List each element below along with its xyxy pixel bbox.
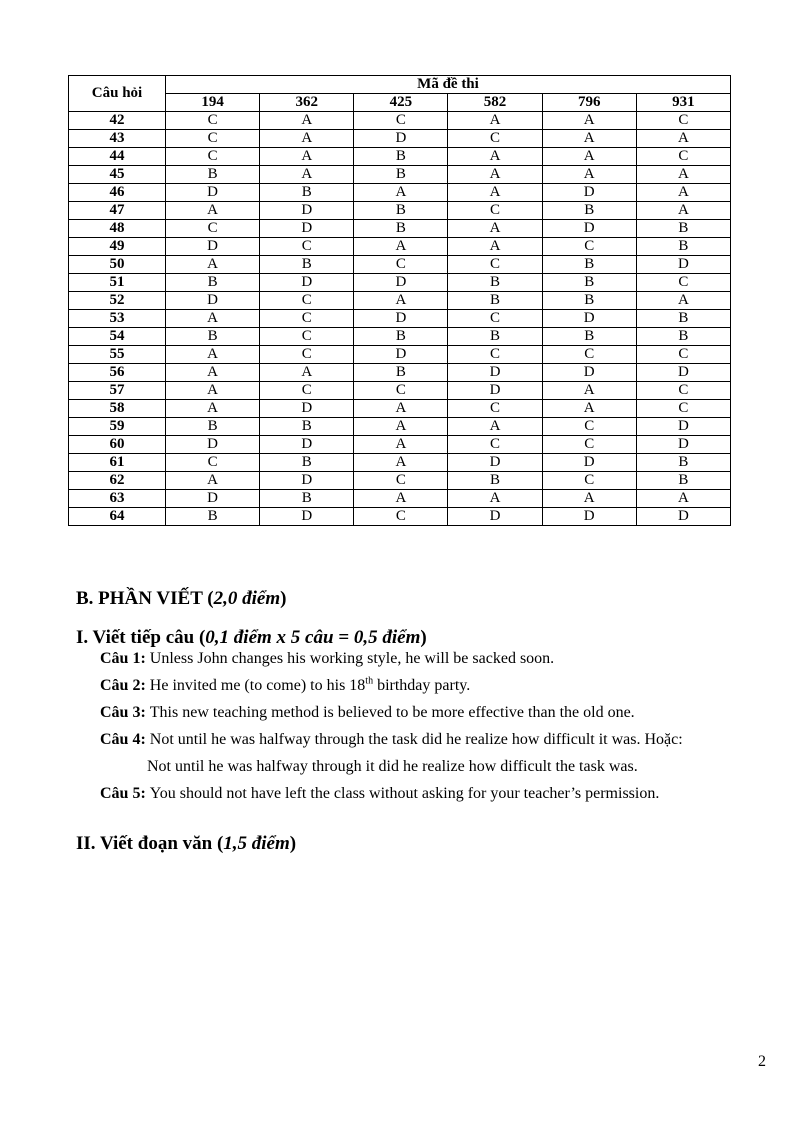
question-number-cell: 47 (69, 202, 166, 220)
sentence-text: birthday party. (373, 677, 471, 694)
section-i-suffix: ) (420, 627, 427, 648)
answer-cell: D (448, 382, 542, 400)
answer-cell: A (166, 256, 260, 274)
answer-cell: C (448, 310, 542, 328)
sentence-label: Câu 5: (100, 785, 150, 802)
answer-cell: A (636, 292, 730, 310)
answer-key-table (68, 75, 731, 526)
sentence-label: Câu 3: (100, 704, 150, 721)
answer-cell: C (260, 328, 354, 346)
answer-cell: B (636, 328, 730, 346)
answer-cell: B (636, 454, 730, 472)
question-number-cell: 57 (69, 382, 166, 400)
answer-cell: C (636, 382, 730, 400)
answer-cell: D (636, 364, 730, 382)
answer-cell: A (354, 436, 448, 454)
section-i-score: 0,1 điểm x 5 câu = 0,5 điểm (205, 627, 421, 648)
answer-cell: B (260, 256, 354, 274)
answer-cell: A (448, 166, 542, 184)
question-number-cell: 61 (69, 454, 166, 472)
answer-cell: C (636, 400, 730, 418)
question-number-cell: 55 (69, 346, 166, 364)
table-row (69, 292, 731, 310)
exam-code-header-cell: 796 (542, 94, 636, 112)
answer-cell: C (166, 454, 260, 472)
answer-cell: B (260, 184, 354, 202)
ordinal-superscript: th (365, 675, 374, 687)
answer-cell: A (448, 148, 542, 166)
question-number-cell: 64 (69, 508, 166, 526)
sentence-text: Unless John changes his working style, he will be sacked soon. (149, 650, 555, 667)
table-row (69, 418, 731, 436)
answer-cell: D (260, 436, 354, 454)
answer-cell: B (636, 472, 730, 490)
answer-cell: D (166, 436, 260, 454)
answer-key-grid (68, 75, 731, 526)
answer-cell: A (636, 130, 730, 148)
answer-cell: B (354, 148, 448, 166)
answer-cell: D (448, 364, 542, 382)
answer-cell: B (354, 166, 448, 184)
table-row (69, 220, 731, 238)
answer-cell: D (166, 292, 260, 310)
section-ii-title: II. Viết đoạn văn ( (76, 833, 224, 854)
answer-cell: B (354, 220, 448, 238)
answer-cell: A (260, 112, 354, 130)
answer-cell: A (448, 238, 542, 256)
table-row (69, 454, 731, 472)
answer-cell: C (448, 202, 542, 220)
answer-cell: B (166, 418, 260, 436)
answer-cell: A (542, 112, 636, 130)
question-number-cell: 52 (69, 292, 166, 310)
answer-cell: D (542, 220, 636, 238)
answer-cell: B (354, 328, 448, 346)
table-row (69, 130, 731, 148)
sentence-label: Câu 2: (100, 677, 150, 694)
sentence-label: Câu 1: (100, 650, 150, 667)
answer-cell: D (542, 508, 636, 526)
answer-cell: B (542, 202, 636, 220)
table-row (69, 328, 731, 346)
answer-cell: C (636, 346, 730, 364)
question-number-cell: 42 (69, 112, 166, 130)
section-b-score: 2,0 điểm (213, 588, 281, 609)
question-number-cell: 46 (69, 184, 166, 202)
answer-cell: B (542, 292, 636, 310)
section-ii-heading (76, 833, 296, 855)
question-number-cell: 53 (69, 310, 166, 328)
answer-cell: A (166, 382, 260, 400)
table-row (69, 202, 731, 220)
answer-cell: A (166, 202, 260, 220)
answer-cell: B (354, 202, 448, 220)
table-row (69, 400, 731, 418)
exercise-sentence (100, 784, 683, 811)
answer-cell: A (260, 364, 354, 382)
answer-cell: D (542, 364, 636, 382)
answer-cell: D (354, 274, 448, 292)
answer-cell: C (542, 436, 636, 454)
section-b-suffix: ) (280, 588, 287, 609)
answer-cell: C (354, 256, 448, 274)
answer-cell: B (260, 490, 354, 508)
exercise-sentence (100, 649, 683, 676)
answer-cell: C (542, 418, 636, 436)
answer-cell: C (448, 256, 542, 274)
answer-cell: B (636, 310, 730, 328)
answer-cell: A (354, 400, 448, 418)
answer-cell: A (260, 130, 354, 148)
question-number-cell: 54 (69, 328, 166, 346)
table-header-row-group (69, 76, 731, 94)
table-row (69, 274, 731, 292)
answer-cell: D (260, 400, 354, 418)
answer-cell: A (166, 472, 260, 490)
answer-cell: B (542, 256, 636, 274)
question-column-header: Câu hỏi (69, 76, 166, 112)
answer-cell: D (448, 508, 542, 526)
answer-cell: D (260, 202, 354, 220)
answer-cell: C (166, 112, 260, 130)
answer-cell: A (636, 184, 730, 202)
answer-cell: B (166, 328, 260, 346)
answer-cell: A (542, 382, 636, 400)
answer-cell: C (354, 508, 448, 526)
answer-cell: D (166, 184, 260, 202)
exam-code-group-header: Mã đề thi (166, 76, 731, 94)
table-row (69, 364, 731, 382)
sentence-list (100, 649, 683, 811)
answer-cell: B (636, 238, 730, 256)
page-number: 2 (758, 1053, 766, 1070)
table-row (69, 256, 731, 274)
answer-cell: D (166, 490, 260, 508)
answer-cell: B (166, 508, 260, 526)
answer-cell: A (166, 364, 260, 382)
answer-cell: C (354, 112, 448, 130)
table-row (69, 148, 731, 166)
table-row (69, 382, 731, 400)
exam-code-header-cell: 425 (354, 94, 448, 112)
answer-cell: B (636, 220, 730, 238)
answer-cell: A (448, 184, 542, 202)
answer-cell: A (542, 130, 636, 148)
answer-cell: B (354, 364, 448, 382)
answer-cell: B (542, 274, 636, 292)
answer-cell: A (166, 310, 260, 328)
answer-cell: D (636, 436, 730, 454)
exam-code-header-cell: 582 (448, 94, 542, 112)
answer-cell: C (636, 112, 730, 130)
section-b-heading (76, 588, 286, 610)
answer-cell: A (542, 148, 636, 166)
table-row (69, 310, 731, 328)
table-row (69, 166, 731, 184)
answer-cell: A (448, 418, 542, 436)
answer-cell: D (448, 454, 542, 472)
answer-cell: C (166, 148, 260, 166)
question-number-cell: 49 (69, 238, 166, 256)
answer-cell: D (636, 418, 730, 436)
answer-cell: D (260, 508, 354, 526)
answer-cell: C (542, 346, 636, 364)
answer-cell: B (166, 274, 260, 292)
answer-cell: C (542, 472, 636, 490)
answer-cell: C (166, 130, 260, 148)
table-row (69, 490, 731, 508)
answer-cell: C (354, 382, 448, 400)
answer-cell: C (448, 130, 542, 148)
sentence-text: He invited me (to come) to his 18 (149, 677, 366, 694)
answer-cell: D (542, 310, 636, 328)
answer-cell: D (354, 130, 448, 148)
table-row (69, 238, 731, 256)
exam-code-header-cell: 931 (636, 94, 730, 112)
section-i-heading (76, 627, 427, 649)
answer-cell: A (636, 166, 730, 184)
answer-cell: A (448, 490, 542, 508)
answer-cell: C (448, 436, 542, 454)
answer-cell: C (260, 292, 354, 310)
answer-cell: D (542, 184, 636, 202)
table-row (69, 508, 731, 526)
answer-cell: A (448, 112, 542, 130)
question-number-cell: 44 (69, 148, 166, 166)
answer-cell: A (354, 454, 448, 472)
question-number-cell: 48 (69, 220, 166, 238)
answer-table-body (69, 112, 731, 526)
sentence-text: You should not have left the class without asking for your teacher’s permission. (149, 785, 660, 802)
answer-cell: A (542, 166, 636, 184)
answer-cell: D (354, 310, 448, 328)
answer-cell: C (354, 472, 448, 490)
answer-cell: A (542, 400, 636, 418)
exercise-sentence (100, 730, 683, 757)
answer-cell: C (636, 274, 730, 292)
table-row (69, 346, 731, 364)
answer-cell: C (636, 148, 730, 166)
answer-cell: A (636, 490, 730, 508)
answer-cell: B (448, 292, 542, 310)
answer-cell: A (354, 292, 448, 310)
answer-cell: C (448, 346, 542, 364)
answer-cell: A (354, 238, 448, 256)
answer-cell: D (636, 256, 730, 274)
answer-cell: B (260, 454, 354, 472)
answer-cell: C (260, 346, 354, 364)
question-number-cell: 45 (69, 166, 166, 184)
answer-cell: A (260, 166, 354, 184)
question-number-cell: 62 (69, 472, 166, 490)
answer-cell: C (542, 238, 636, 256)
table-row (69, 436, 731, 454)
question-number-cell: 43 (69, 130, 166, 148)
answer-cell: A (260, 148, 354, 166)
question-number-cell: 56 (69, 364, 166, 382)
question-number-cell: 58 (69, 400, 166, 418)
sentence-label: Câu 4: (100, 731, 150, 748)
question-number-cell: 63 (69, 490, 166, 508)
answer-cell: D (260, 274, 354, 292)
answer-cell: D (636, 508, 730, 526)
table-row (69, 184, 731, 202)
exam-code-header-cell: 362 (260, 94, 354, 112)
exam-code-header-cell: 194 (166, 94, 260, 112)
answer-cell: C (166, 220, 260, 238)
question-number-cell: 50 (69, 256, 166, 274)
answer-cell: A (448, 220, 542, 238)
answer-cell: D (354, 346, 448, 364)
exam-code-row (69, 94, 731, 112)
sentence-text: This new teaching method is believed to be more effective than the old one. (149, 704, 635, 721)
answer-cell: B (260, 418, 354, 436)
answer-cell: A (542, 490, 636, 508)
exercise-sentence (100, 676, 683, 703)
sentence-text: Not until he was halfway through it did he realize how difficult the task was. (147, 758, 638, 775)
answer-cell: C (448, 400, 542, 418)
section-ii-score: 1,5 điểm (223, 833, 290, 854)
question-number-cell: 59 (69, 418, 166, 436)
table-row (69, 112, 731, 130)
sentence-text: Not until he was halfway through the task did he realize how difficult it was. Hoặc: (149, 731, 683, 748)
answer-cell: D (260, 220, 354, 238)
answer-cell: D (542, 454, 636, 472)
section-b-title: B. PHẦN VIẾT ( (76, 588, 214, 609)
answer-cell: C (260, 238, 354, 256)
section-ii-suffix: ) (289, 833, 297, 854)
exercise-sentence (100, 757, 683, 784)
question-number-cell: 60 (69, 436, 166, 454)
answer-cell: B (448, 274, 542, 292)
answer-cell: B (166, 166, 260, 184)
answer-cell: A (166, 346, 260, 364)
answer-cell: B (448, 328, 542, 346)
question-number-cell: 51 (69, 274, 166, 292)
answer-cell: A (636, 202, 730, 220)
answer-cell: A (354, 184, 448, 202)
answer-cell: A (354, 490, 448, 508)
table-row (69, 472, 731, 490)
answer-cell: D (260, 472, 354, 490)
answer-cell: C (260, 382, 354, 400)
answer-cell: C (260, 310, 354, 328)
exercise-sentence (100, 703, 683, 730)
answer-cell: B (542, 328, 636, 346)
answer-cell: B (448, 472, 542, 490)
section-i-title: I. Viết tiếp câu ( (76, 627, 206, 648)
answer-cell: A (354, 418, 448, 436)
answer-cell: D (166, 238, 260, 256)
answer-cell: A (166, 400, 260, 418)
